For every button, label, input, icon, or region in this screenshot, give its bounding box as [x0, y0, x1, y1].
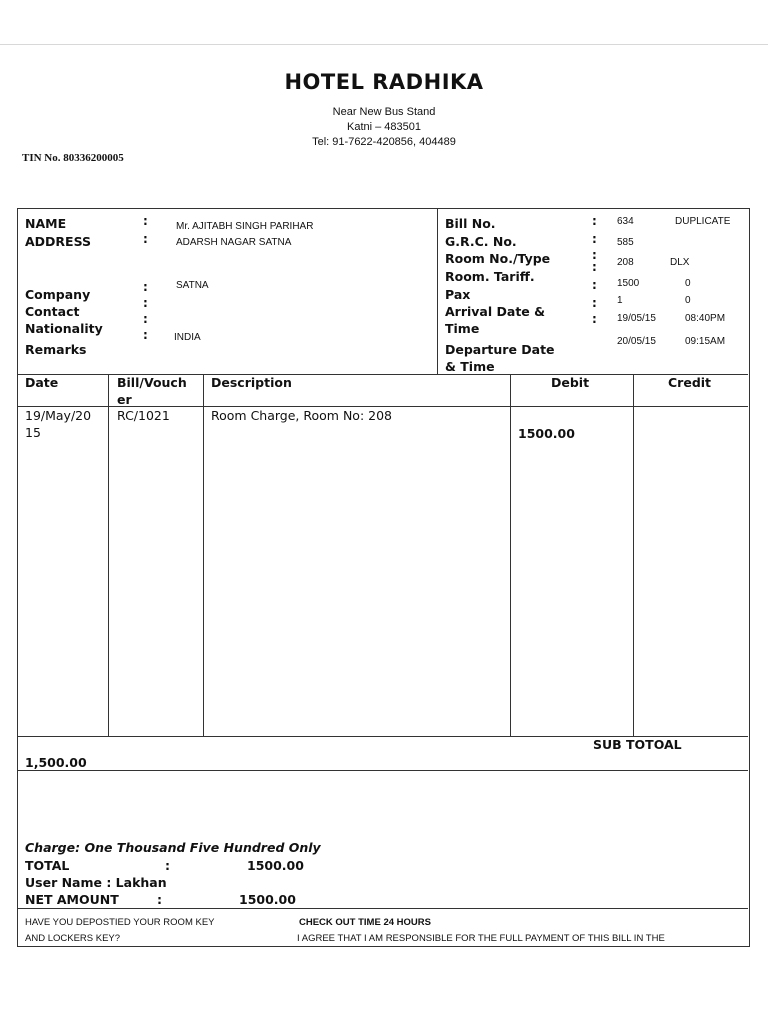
colon: :	[592, 232, 597, 246]
row-date-wrap: 15	[25, 425, 41, 440]
checkout-time: CHECK OUT TIME 24 HOURS	[299, 917, 431, 928]
user-name: User Name : Lakhan	[25, 875, 167, 890]
row-description: Room Charge, Room No: 208	[211, 408, 392, 423]
tariff-value: 1500	[617, 278, 640, 289]
room-type-value: DLX	[670, 257, 690, 268]
key-reminder-line1: HAVE YOU DEPOSTIED YOUR ROOM KEY	[25, 917, 215, 928]
name-value: Mr. AJITABH SINGH PARIHAR	[176, 221, 314, 232]
col-divider-debit	[633, 374, 634, 736]
header-credit: Credit	[668, 375, 712, 390]
departure-label-1: Departure Date	[445, 342, 555, 357]
header-voucher-wrap: er	[117, 392, 132, 407]
colon: :	[143, 312, 148, 326]
departure-time-value: 09:15AM	[685, 336, 726, 347]
remarks-label: Remarks	[25, 342, 87, 357]
grc-label: G.R.C. No.	[445, 234, 517, 249]
colon: :	[143, 328, 148, 342]
colon: :	[143, 296, 148, 310]
subtotal-value: 1,500.00	[25, 755, 87, 770]
nationality-value: INDIA	[174, 332, 201, 343]
colon: :	[165, 858, 170, 873]
tariff-extra-value: 0	[685, 278, 691, 289]
pax-extra-value: 0	[685, 295, 691, 306]
duplicate-mark: DUPLICATE	[675, 216, 731, 227]
col-divider-description	[510, 374, 511, 736]
name-label: NAME	[25, 216, 67, 231]
colon: :	[592, 214, 597, 228]
bill-no-value: 634	[617, 216, 634, 227]
subtotal-rule	[17, 770, 748, 771]
total-value: 1500.00	[247, 858, 304, 873]
departure-date-value: 20/05/15	[617, 336, 656, 347]
nationality-label: Nationality	[25, 321, 103, 336]
tin-number: TIN No. 80336200005	[22, 152, 124, 164]
grc-value: 585	[617, 237, 634, 248]
header-description: Description	[211, 375, 292, 390]
departure-label-2: & Time	[445, 359, 495, 374]
net-amount-value: 1500.00	[239, 892, 296, 907]
colon: :	[143, 214, 148, 228]
payment-agreement: I AGREE THAT I AM RESPONSIBLE FOR THE FULL PAYMENT OF THIS BILL IN THE	[297, 933, 665, 944]
hotel-address-line1: Near New Bus Stand	[332, 106, 436, 118]
subtotal-label: SUB TOTOAL	[593, 737, 682, 752]
company-label: Company	[25, 287, 91, 302]
pax-label: Pax	[445, 287, 471, 302]
info-divider	[437, 208, 438, 374]
bill-no-label: Bill No.	[445, 216, 496, 231]
header-voucher: Bill/Vouch	[117, 375, 187, 390]
colon: :	[143, 232, 148, 246]
address-value: ADARSH NAGAR SATNA	[176, 237, 292, 248]
total-label: TOTAL	[25, 858, 70, 873]
net-amount-label: NET AMOUNT	[25, 892, 119, 907]
charge-in-words: Charge: One Thousand Five Hundred Only	[25, 840, 321, 855]
arrival-date-value: 19/05/15	[617, 313, 656, 324]
colon: :	[143, 280, 148, 294]
arrival-label-1: Arrival Date &	[445, 304, 546, 319]
page-top-rule	[0, 44, 768, 45]
colon: :	[157, 892, 162, 907]
arrival-label-2: Time	[445, 321, 480, 336]
colon: :	[592, 312, 597, 326]
colon: :	[592, 278, 597, 292]
pax-value: 1	[617, 295, 623, 306]
colon: :	[592, 296, 597, 310]
address-label: ADDRESS	[25, 234, 92, 249]
header-debit: Debit	[551, 375, 590, 390]
hotel-name: HOTEL RADHIKA	[284, 70, 484, 94]
header-date: Date	[25, 375, 59, 390]
row-date: 19/May/20	[25, 408, 92, 423]
colon: :	[592, 260, 597, 274]
colon: :	[592, 248, 597, 262]
hotel-address-line2: Katni – 483501	[346, 121, 421, 133]
footer-rule	[17, 908, 748, 909]
hotel-phone: Tel: 91-7622-420856, 404489	[312, 136, 456, 148]
room-label: Room No./Type	[445, 251, 551, 266]
row-voucher: RC/1021	[117, 408, 170, 423]
row-debit: 1500.00	[518, 426, 575, 441]
room-no-value: 208	[617, 257, 634, 268]
company-value: SATNA	[176, 280, 209, 291]
tariff-label: Room. Tariff.	[445, 269, 535, 284]
col-divider-date	[108, 374, 109, 736]
key-reminder-line2: AND LOCKERS KEY?	[25, 933, 121, 944]
arrival-time-value: 08:40PM	[685, 313, 726, 324]
contact-label: Contact	[25, 304, 80, 319]
col-divider-voucher	[203, 374, 204, 736]
